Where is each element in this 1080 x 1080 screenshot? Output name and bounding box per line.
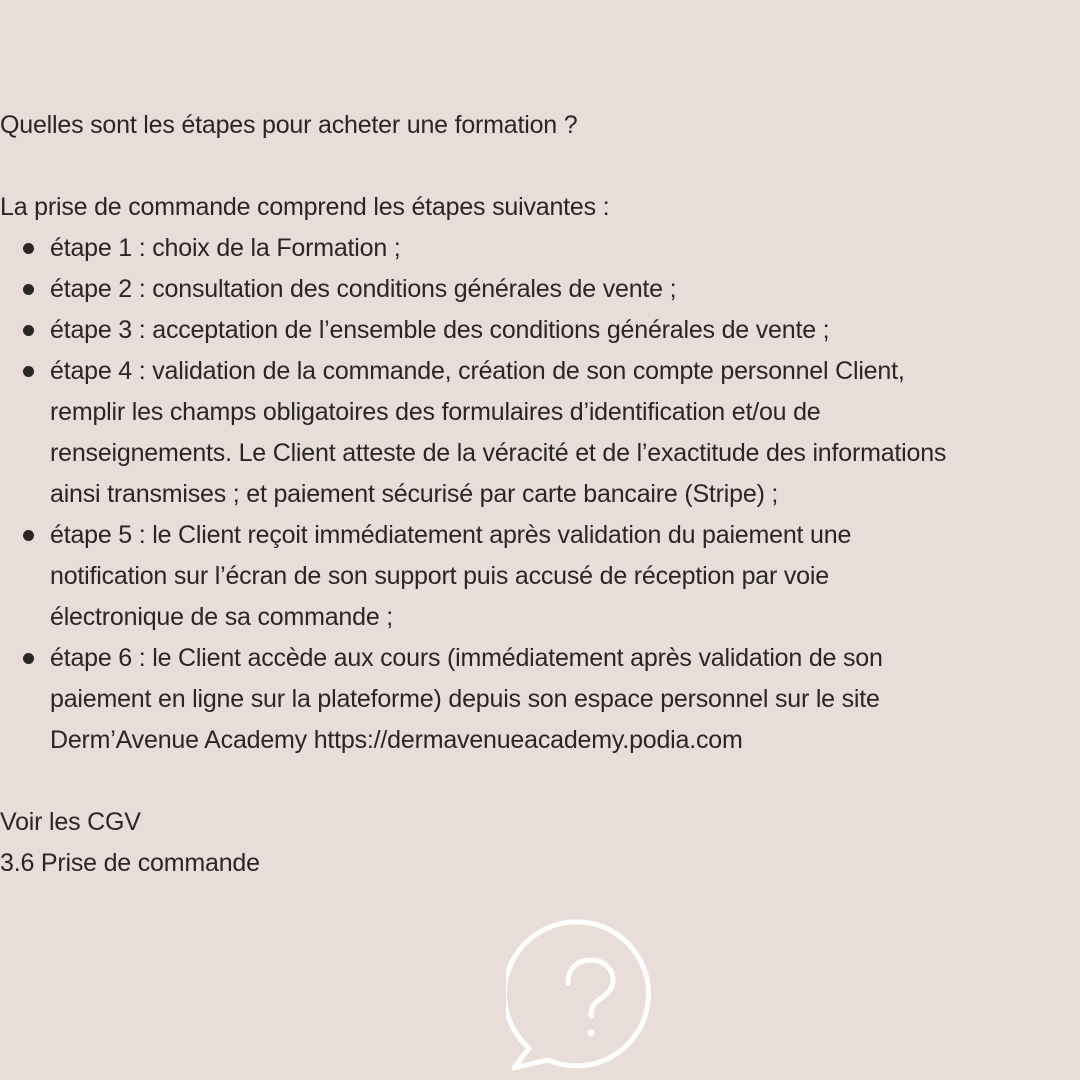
step-item xyxy=(0,269,1075,310)
bullet-icon xyxy=(23,243,34,254)
spacer xyxy=(0,146,1075,187)
faq-question: Quelles sont les étapes pour acheter une formation ? xyxy=(0,111,578,139)
step-item xyxy=(0,228,1075,269)
step-4-line-2: remplir les champs obligatoires des formulaires d’identification et/ou de xyxy=(50,398,821,426)
spacer xyxy=(0,761,1075,802)
bullet-icon xyxy=(23,284,34,295)
step-2-line-1: étape 2 : consultation des conditions générales de vente ; xyxy=(50,275,677,303)
step-4-line-1: étape 4 : validation de la commande, création de son compte personnel Client, xyxy=(50,357,905,385)
bullet-icon xyxy=(23,325,34,336)
question-speech-bubble-icon xyxy=(506,918,666,1078)
section-reference: 3.6 Prise de commande xyxy=(0,849,260,877)
step-5-line-2: notification sur l’écran de son support puis accusé de réception par voie xyxy=(50,562,829,590)
steps-list xyxy=(0,228,1075,761)
step-4-line-4: ainsi transmises ; et paiement sécurisé par carte bancaire (Stripe) ; xyxy=(50,480,779,508)
bullet-icon xyxy=(23,530,34,541)
step-5-line-3: électronique de sa commande ; xyxy=(50,603,394,631)
step-4-line-3: renseignements. Le Client atteste de la véracité et de l’exactitude des informations xyxy=(50,439,947,467)
step-item xyxy=(0,515,1075,638)
cgv-link[interactable]: Voir les CGV xyxy=(0,808,141,836)
intro-text: La prise de commande comprend les étapes suivantes : xyxy=(0,193,610,221)
faq-content xyxy=(0,105,1075,884)
bullet-icon xyxy=(23,653,34,664)
step-1-line-1: étape 1 : choix de la Formation ; xyxy=(50,234,401,262)
step-6-line-2: paiement en ligne sur la plateforme) depuis son espace personnel sur le site xyxy=(50,685,880,713)
step-item xyxy=(0,351,1075,515)
step-item xyxy=(0,310,1075,351)
step-6-line-3: Derm’Avenue Academy https://dermavenueacademy.podia.com xyxy=(50,726,743,754)
step-3-line-1: étape 3 : acceptation de l’ensemble des conditions générales de vente ; xyxy=(50,316,830,344)
bullet-icon xyxy=(23,366,34,377)
step-item xyxy=(0,638,1075,761)
step-5-line-1: étape 5 : le Client reçoit immédiatement après validation du paiement une xyxy=(50,521,852,549)
step-6-line-1: étape 6 : le Client accède aux cours (immédiatement après validation de son xyxy=(50,644,883,672)
